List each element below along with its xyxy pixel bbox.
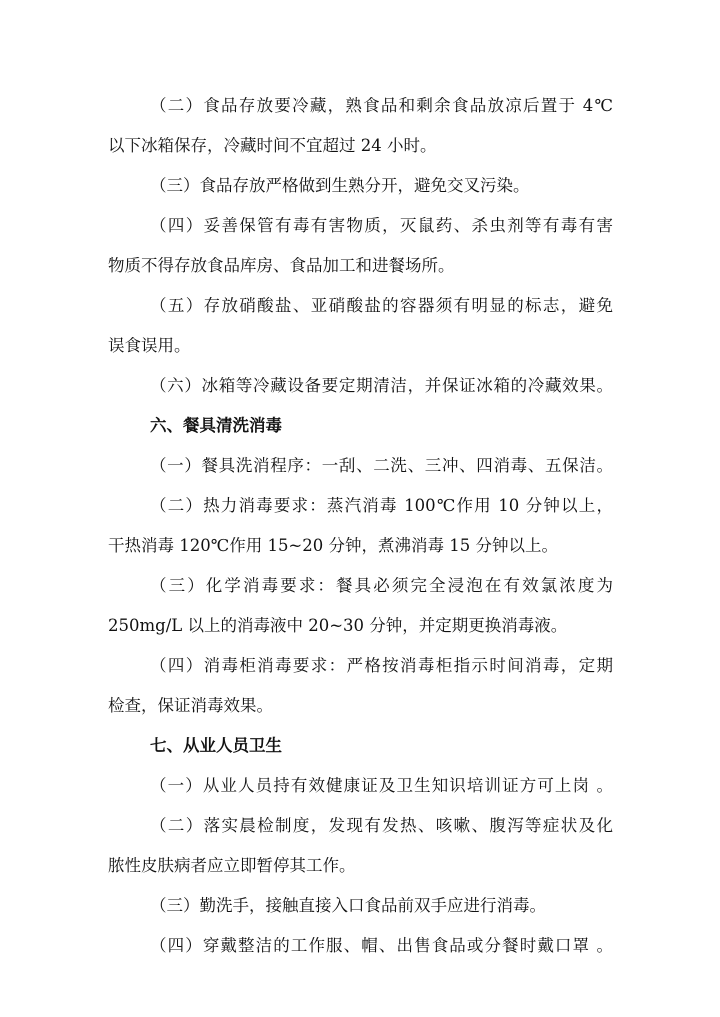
paragraph-line: （三）勤洗手，接触直接入口食品前双手应进行消毒。: [150, 896, 546, 915]
paragraph-line: （一）餐具洗消程序：一刮、二洗、三冲、四消毒、五保洁。: [150, 456, 613, 475]
paragraph-line: （三）食品存放严格做到生熟分开，避免交叉污染。: [150, 176, 530, 195]
paragraph-line: （二）热力消毒要求：蒸汽消毒 100℃作用 10 分钟以上，: [150, 496, 613, 515]
section-heading: 七、从业人员卫生: [150, 736, 282, 755]
paragraph-line: （三）化学消毒要求：餐具必须完全浸泡在有效氯浓度为: [150, 576, 613, 595]
paragraph-line: 250mg/L 以上的消毒液中 20~30 分钟，并定期更换消毒液。: [108, 616, 568, 635]
paragraph-line: （四）妥善保管有毒有害物质，灭鼠药、杀虫剂等有毒有害: [150, 216, 613, 235]
section-heading: 六、餐具清洗消毒: [150, 416, 282, 435]
paragraph-line: 检查，保证消毒效果。: [108, 696, 273, 715]
paragraph-line: （二）食品存放要冷藏，熟食品和剩余食品放凉后置于 4℃: [150, 96, 613, 115]
paragraph-line: （四）消毒柜消毒要求：严格按消毒柜指示时间消毒，定期: [150, 656, 613, 675]
paragraph-line: 干热消毒 120℃作用 15~20 分钟，煮沸消毒 15 分钟以上。: [108, 536, 558, 555]
paragraph-line: 脓性皮肤病者应立即暂停其工作。: [108, 856, 356, 875]
paragraph-line: （六）冰箱等冷藏设备要定期清洁，并保证冰箱的冷藏效果。: [150, 376, 613, 395]
paragraph-line: 物质不得存放食品库房、食品加工和进餐场所。: [108, 256, 455, 275]
paragraph-line: 以下冰箱保存，冷藏时间不宜超过 24 小时。: [108, 136, 437, 155]
paragraph-line: （二）落实晨检制度，发现有发热、咳嗽、腹泻等症状及化: [150, 816, 613, 835]
paragraph-line: （一）从业人员持有效健康证及卫生知识培训证方可上岗 。: [150, 776, 613, 795]
paragraph-line: （四）穿戴整洁的工作服、帽、出售食品或分餐时戴口罩 。: [150, 936, 613, 955]
paragraph-line: （五）存放硝酸盐、亚硝酸盐的容器须有明显的标志，避免: [150, 296, 613, 315]
paragraph-line: 误食误用。: [108, 336, 191, 355]
